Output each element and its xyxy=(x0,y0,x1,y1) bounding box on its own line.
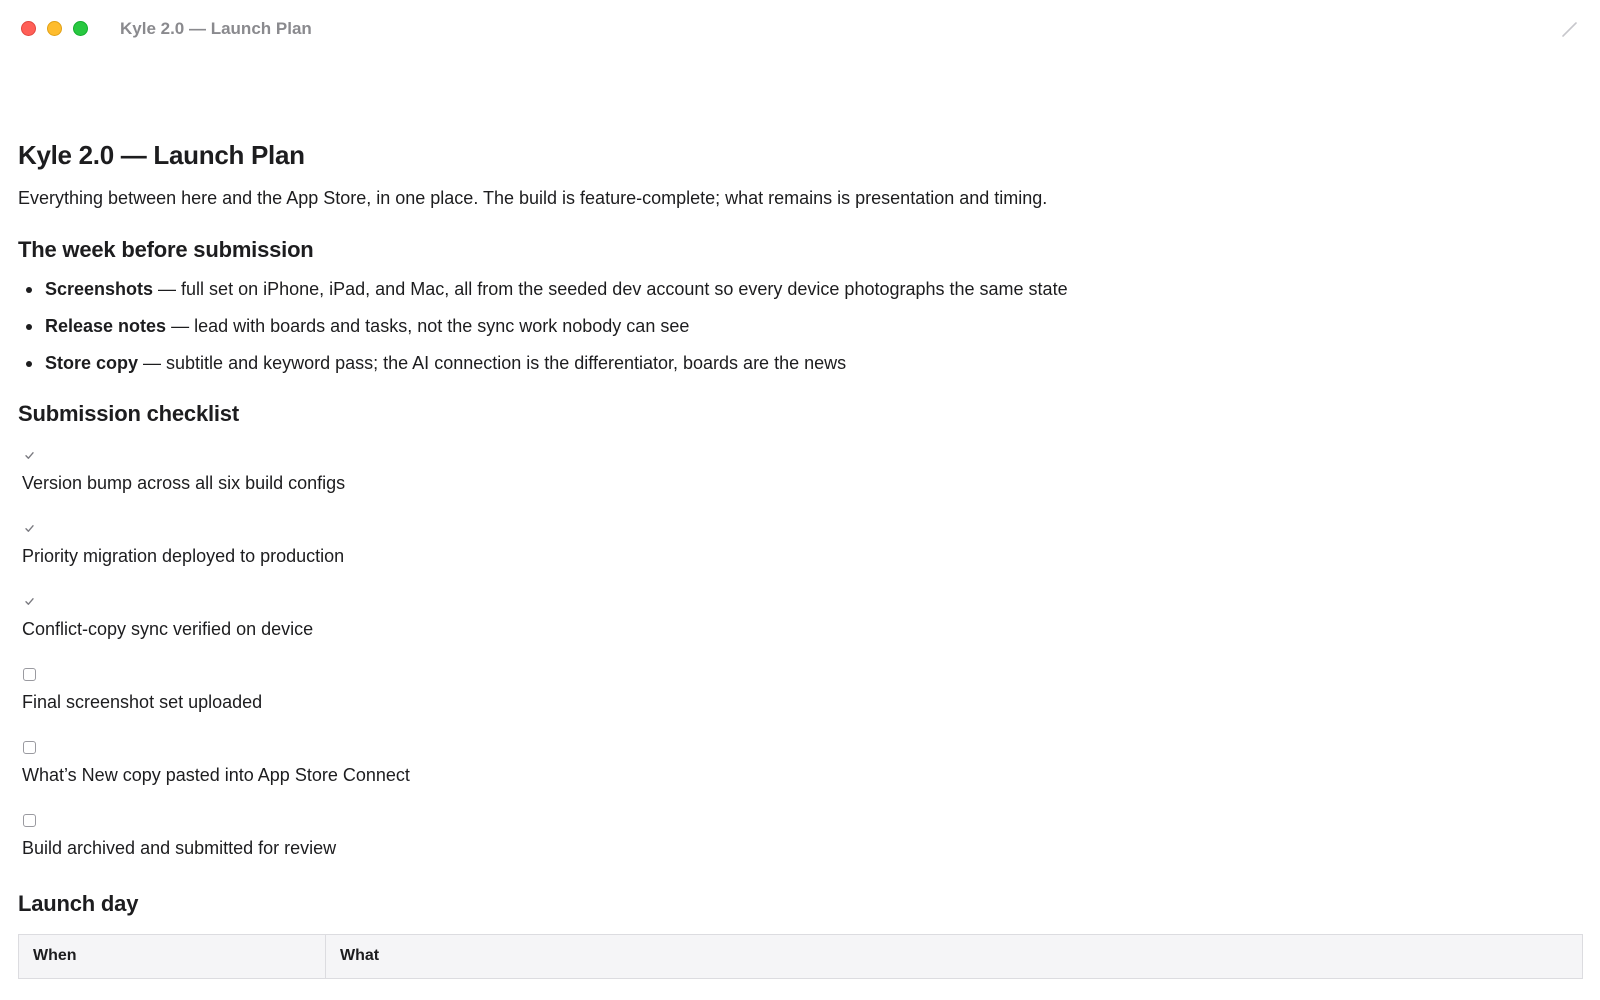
list-item-text: — full set on iPhone, iPad, and Mac, all from the seeded dev account so every device photographs the same state xyxy=(153,278,1068,299)
list-item xyxy=(18,351,1583,388)
maximize-window-button[interactable] xyxy=(73,21,88,36)
section-heading-submission-checklist: Submission checklist xyxy=(18,400,239,426)
checkmark-icon xyxy=(24,450,35,461)
list-item-text: — lead with boards and tasks, not the sync work nobody can see xyxy=(166,315,690,336)
title-bar xyxy=(0,0,1600,58)
list-item-text: — subtitle and keyword pass; the AI connection is the differentiator, boards are the news xyxy=(138,352,847,373)
checkbox[interactable] xyxy=(23,595,36,608)
checkbox[interactable] xyxy=(23,668,36,681)
checklist-item-label: Version bump across all six build configs xyxy=(22,473,346,494)
section-heading-week-before: The week before submission xyxy=(18,237,314,263)
window-title: Kyle 2.0 — Launch Plan xyxy=(120,19,312,38)
checkbox[interactable] xyxy=(23,522,36,535)
checklist-item xyxy=(18,808,1583,881)
pencil-icon[interactable] xyxy=(1560,19,1580,39)
page-title: Kyle 2.0 — Launch Plan xyxy=(18,140,305,170)
checklist-item xyxy=(18,589,1583,662)
column-header-when: When xyxy=(19,934,326,978)
checklist-item xyxy=(18,662,1583,735)
column-header-what: What xyxy=(326,934,1583,978)
checkbox[interactable] xyxy=(23,814,36,827)
submission-checklist xyxy=(18,443,1583,881)
checklist-item xyxy=(18,735,1583,808)
window-controls xyxy=(21,21,88,36)
list-item xyxy=(18,277,1583,314)
launch-day-table xyxy=(18,934,1583,979)
checklist-item xyxy=(18,443,1583,516)
document-body xyxy=(18,140,1583,979)
checklist-item-label: Final screenshot set uploaded xyxy=(22,692,263,713)
list-item-term: Screenshots xyxy=(45,278,154,299)
checklist-item-label: Build archived and submitted for review xyxy=(22,838,337,859)
list-item-term: Store copy xyxy=(45,352,139,373)
minimize-window-button[interactable] xyxy=(47,21,62,36)
checkbox[interactable] xyxy=(23,449,36,462)
checkmark-icon xyxy=(24,523,35,534)
intro-paragraph: Everything between here and the App Store, in one place. The build is feature-complete; what remains is presentation and timing. xyxy=(18,188,1048,209)
checkmark-icon xyxy=(24,596,35,607)
checkbox[interactable] xyxy=(23,741,36,754)
close-window-button[interactable] xyxy=(21,21,36,36)
checklist-item-label: What’s New copy pasted into App Store Connect xyxy=(22,765,410,786)
checklist-item xyxy=(18,516,1583,589)
section-heading-launch-day: Launch day xyxy=(18,891,139,917)
table-header-row xyxy=(19,934,1583,978)
list-item xyxy=(18,314,1583,351)
checklist-item-label: Priority migration deployed to production xyxy=(22,546,345,567)
checklist-item-label: Conflict-copy sync verified on device xyxy=(22,619,314,640)
week-before-list xyxy=(18,277,1583,388)
list-item-term: Release notes xyxy=(45,315,167,336)
